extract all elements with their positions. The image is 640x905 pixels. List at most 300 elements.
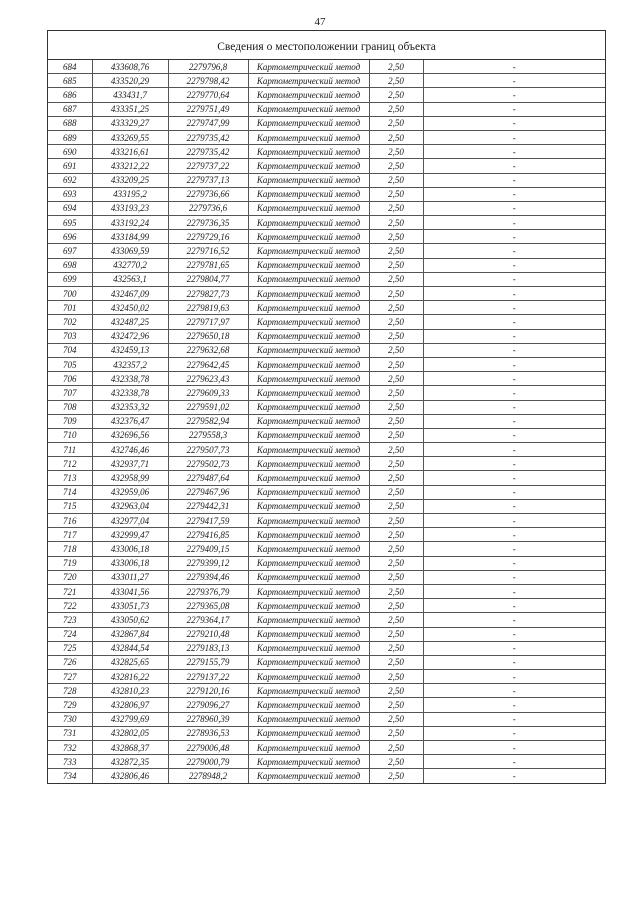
x-coordinate-cell: 433011,27 [92,570,168,584]
point-number-cell: 733 [48,755,92,769]
x-coordinate-cell: 432937,71 [92,457,168,471]
table-caption: Сведения о местоположении границ объекта [48,31,605,60]
y-coordinate-cell: 2279507,73 [168,443,248,457]
point-number-cell: 723 [48,613,92,627]
x-coordinate-cell: 433050,62 [92,613,168,627]
method-cell: Картометрический метод [248,173,369,187]
point-number-cell: 726 [48,655,92,669]
table-row [48,272,605,286]
table-row [48,60,605,74]
x-coordinate-cell: 432872,35 [92,755,168,769]
y-coordinate-cell: 2279642,45 [168,357,248,371]
method-cell: Картометрический метод [248,655,369,669]
accuracy-cell: 2,50 [369,570,423,584]
table-body [48,60,605,783]
y-coordinate-cell: 2279364,17 [168,613,248,627]
point-number-cell: 718 [48,542,92,556]
accuracy-cell: 2,50 [369,655,423,669]
y-coordinate-cell: 2279804,77 [168,272,248,286]
description-cell: - [423,499,605,513]
y-coordinate-cell: 2279747,99 [168,116,248,130]
method-cell: Картометрический метод [248,244,369,258]
point-number-cell: 706 [48,372,92,386]
table-row [48,315,605,329]
description-cell: - [423,258,605,272]
table-row [48,329,605,343]
accuracy-cell: 2,50 [369,74,423,88]
x-coordinate-cell: 432746,46 [92,443,168,457]
method-cell: Картометрический метод [248,272,369,286]
y-coordinate-cell: 2279735,42 [168,145,248,159]
method-cell: Картометрический метод [248,698,369,712]
x-coordinate-cell: 433608,76 [92,60,168,74]
y-coordinate-cell: 2279827,73 [168,287,248,301]
point-number-cell: 728 [48,684,92,698]
description-cell: - [423,301,605,315]
x-coordinate-cell: 432472,96 [92,329,168,343]
point-number-cell: 725 [48,641,92,655]
table-row [48,301,605,315]
accuracy-cell: 2,50 [369,372,423,386]
method-cell: Картометрический метод [248,159,369,173]
point-number-cell: 717 [48,528,92,542]
y-coordinate-cell: 2279736,6 [168,201,248,215]
y-coordinate-cell: 2279467,96 [168,485,248,499]
point-number-cell: 702 [48,315,92,329]
table-row [48,258,605,272]
method-cell: Картометрический метод [248,287,369,301]
accuracy-cell: 2,50 [369,741,423,755]
accuracy-cell: 2,50 [369,755,423,769]
y-coordinate-cell: 2279006,48 [168,741,248,755]
x-coordinate-cell: 433195,2 [92,187,168,201]
point-number-cell: 701 [48,301,92,315]
method-cell: Картометрический метод [248,102,369,116]
y-coordinate-cell: 2279735,42 [168,130,248,144]
table-row [48,570,605,584]
table-row [48,159,605,173]
point-number-cell: 704 [48,343,92,357]
table-row [48,641,605,655]
description-cell: - [423,130,605,144]
point-number-cell: 715 [48,499,92,513]
method-cell: Картометрический метод [248,457,369,471]
table-row [48,130,605,144]
method-cell: Картометрический метод [248,343,369,357]
method-cell: Картометрический метод [248,542,369,556]
x-coordinate-cell: 433184,99 [92,230,168,244]
y-coordinate-cell: 2279609,33 [168,386,248,400]
y-coordinate-cell: 2279137,22 [168,670,248,684]
method-cell: Картометрический метод [248,712,369,726]
accuracy-cell: 2,50 [369,428,423,442]
description-cell: - [423,613,605,627]
accuracy-cell: 2,50 [369,102,423,116]
table-row [48,755,605,769]
table-row [48,769,605,783]
x-coordinate-cell: 432806,46 [92,769,168,783]
description-cell: - [423,570,605,584]
y-coordinate-cell: 2279591,02 [168,400,248,414]
method-cell: Картометрический метод [248,230,369,244]
x-coordinate-cell: 432816,22 [92,670,168,684]
point-number-cell: 690 [48,145,92,159]
description-cell: - [423,400,605,414]
y-coordinate-cell: 2279487,64 [168,471,248,485]
coordinates-table [48,60,605,783]
accuracy-cell: 2,50 [369,216,423,230]
x-coordinate-cell: 432799,69 [92,712,168,726]
description-cell: - [423,514,605,528]
description-cell: - [423,485,605,499]
table-row [48,684,605,698]
point-number-cell: 731 [48,726,92,740]
description-cell: - [423,60,605,74]
accuracy-cell: 2,50 [369,116,423,130]
point-number-cell: 687 [48,102,92,116]
point-number-cell: 713 [48,471,92,485]
method-cell: Картометрический метод [248,116,369,130]
method-cell: Картометрический метод [248,60,369,74]
x-coordinate-cell: 433269,55 [92,130,168,144]
accuracy-cell: 2,50 [369,599,423,613]
method-cell: Картометрический метод [248,528,369,542]
page-number: 47 [314,16,326,28]
y-coordinate-cell: 2279623,43 [168,372,248,386]
method-cell: Картометрический метод [248,443,369,457]
x-coordinate-cell: 432810,23 [92,684,168,698]
x-coordinate-cell: 433069,59 [92,244,168,258]
x-coordinate-cell: 432450,02 [92,301,168,315]
y-coordinate-cell: 2278948,2 [168,769,248,783]
y-coordinate-cell: 2279416,85 [168,528,248,542]
table-row [48,116,605,130]
method-cell: Картометрический метод [248,329,369,343]
method-cell: Картометрический метод [248,755,369,769]
method-cell: Картометрический метод [248,145,369,159]
description-cell: - [423,230,605,244]
accuracy-cell: 2,50 [369,301,423,315]
description-cell: - [423,244,605,258]
point-number-cell: 722 [48,599,92,613]
method-cell: Картометрический метод [248,599,369,613]
x-coordinate-cell: 432770,2 [92,258,168,272]
description-cell: - [423,698,605,712]
description-cell: - [423,159,605,173]
x-coordinate-cell: 432963,04 [92,499,168,513]
accuracy-cell: 2,50 [369,627,423,641]
x-coordinate-cell: 432353,32 [92,400,168,414]
table-row [48,485,605,499]
method-cell: Картометрический метод [248,301,369,315]
x-coordinate-cell: 433051,73 [92,599,168,613]
coordinates-table-frame [47,30,606,784]
x-coordinate-cell: 432959,06 [92,485,168,499]
method-cell: Картометрический метод [248,258,369,272]
y-coordinate-cell: 2279582,94 [168,414,248,428]
table-row [48,187,605,201]
accuracy-cell: 2,50 [369,244,423,258]
accuracy-cell: 2,50 [369,145,423,159]
table-row [48,457,605,471]
description-cell: - [423,443,605,457]
description-cell: - [423,755,605,769]
accuracy-cell: 2,50 [369,386,423,400]
accuracy-cell: 2,50 [369,684,423,698]
y-coordinate-cell: 2279798,42 [168,74,248,88]
method-cell: Картометрический метод [248,769,369,783]
x-coordinate-cell: 433006,18 [92,542,168,556]
table-row [48,726,605,740]
description-cell: - [423,315,605,329]
point-number-cell: 700 [48,287,92,301]
description-cell: - [423,272,605,286]
accuracy-cell: 2,50 [369,726,423,740]
table-row [48,428,605,442]
method-cell: Картометрический метод [248,627,369,641]
accuracy-cell: 2,50 [369,60,423,74]
description-cell: - [423,343,605,357]
method-cell: Картометрический метод [248,216,369,230]
accuracy-cell: 2,50 [369,230,423,244]
accuracy-cell: 2,50 [369,187,423,201]
x-coordinate-cell: 432338,78 [92,386,168,400]
method-cell: Картометрический метод [248,570,369,584]
y-coordinate-cell: 2279717,97 [168,315,248,329]
table-row [48,102,605,116]
point-number-cell: 711 [48,443,92,457]
table-row [48,88,605,102]
x-coordinate-cell: 432459,13 [92,343,168,357]
accuracy-cell: 2,50 [369,613,423,627]
method-cell: Картометрический метод [248,187,369,201]
method-cell: Картометрический метод [248,372,369,386]
description-cell: - [423,386,605,400]
y-coordinate-cell: 2279736,35 [168,216,248,230]
y-coordinate-cell: 2279819,63 [168,301,248,315]
point-number-cell: 724 [48,627,92,641]
method-cell: Картометрический метод [248,584,369,598]
accuracy-cell: 2,50 [369,329,423,343]
table-row [48,201,605,215]
accuracy-cell: 2,50 [369,88,423,102]
point-number-cell: 684 [48,60,92,74]
description-cell: - [423,88,605,102]
y-coordinate-cell: 2279796,8 [168,60,248,74]
description-cell: - [423,556,605,570]
method-cell: Картометрический метод [248,613,369,627]
method-cell: Картометрический метод [248,670,369,684]
point-number-cell: 716 [48,514,92,528]
y-coordinate-cell: 2279120,16 [168,684,248,698]
y-coordinate-cell: 2279096,27 [168,698,248,712]
point-number-cell: 732 [48,741,92,755]
table-row [48,216,605,230]
description-cell: - [423,372,605,386]
table-row [48,386,605,400]
description-cell: - [423,741,605,755]
y-coordinate-cell: 2279365,08 [168,599,248,613]
x-coordinate-cell: 432802,05 [92,726,168,740]
accuracy-cell: 2,50 [369,173,423,187]
x-coordinate-cell: 432563,1 [92,272,168,286]
x-coordinate-cell: 432977,04 [92,514,168,528]
x-coordinate-cell: 432958,99 [92,471,168,485]
y-coordinate-cell: 2279417,59 [168,514,248,528]
accuracy-cell: 2,50 [369,698,423,712]
table-row [48,357,605,371]
description-cell: - [423,528,605,542]
x-coordinate-cell: 432376,47 [92,414,168,428]
method-cell: Картометрический метод [248,74,369,88]
method-cell: Картометрический метод [248,130,369,144]
point-number-cell: 695 [48,216,92,230]
point-number-cell: 691 [48,159,92,173]
accuracy-cell: 2,50 [369,315,423,329]
method-cell: Картометрический метод [248,400,369,414]
x-coordinate-cell: 432357,2 [92,357,168,371]
method-cell: Картометрический метод [248,741,369,755]
y-coordinate-cell: 2279558,3 [168,428,248,442]
accuracy-cell: 2,50 [369,287,423,301]
description-cell: - [423,414,605,428]
method-cell: Картометрический метод [248,641,369,655]
x-coordinate-cell: 433520,29 [92,74,168,88]
y-coordinate-cell: 2279729,16 [168,230,248,244]
x-coordinate-cell: 432487,25 [92,315,168,329]
description-cell: - [423,542,605,556]
accuracy-cell: 2,50 [369,357,423,371]
x-coordinate-cell: 432999,47 [92,528,168,542]
description-cell: - [423,329,605,343]
y-coordinate-cell: 2279394,46 [168,570,248,584]
point-number-cell: 689 [48,130,92,144]
point-number-cell: 712 [48,457,92,471]
accuracy-cell: 2,50 [369,556,423,570]
x-coordinate-cell: 433006,18 [92,556,168,570]
y-coordinate-cell: 2279183,13 [168,641,248,655]
y-coordinate-cell: 2279155,79 [168,655,248,669]
accuracy-cell: 2,50 [369,641,423,655]
description-cell: - [423,201,605,215]
description-cell: - [423,145,605,159]
point-number-cell: 699 [48,272,92,286]
accuracy-cell: 2,50 [369,201,423,215]
description-cell: - [423,74,605,88]
description-cell: - [423,641,605,655]
point-number-cell: 719 [48,556,92,570]
table-row [48,599,605,613]
table-row [48,655,605,669]
method-cell: Картометрический метод [248,414,369,428]
point-number-cell: 698 [48,258,92,272]
table-row [48,514,605,528]
description-cell: - [423,457,605,471]
point-number-cell: 686 [48,88,92,102]
method-cell: Картометрический метод [248,88,369,102]
y-coordinate-cell: 2279210,48 [168,627,248,641]
description-cell: - [423,655,605,669]
accuracy-cell: 2,50 [369,485,423,499]
method-cell: Картометрический метод [248,499,369,513]
description-cell: - [423,187,605,201]
method-cell: Картометрический метод [248,684,369,698]
description-cell: - [423,428,605,442]
description-cell: - [423,684,605,698]
x-coordinate-cell: 432825,65 [92,655,168,669]
table-row [48,244,605,258]
accuracy-cell: 2,50 [369,443,423,457]
method-cell: Картометрический метод [248,726,369,740]
point-number-cell: 693 [48,187,92,201]
point-number-cell: 721 [48,584,92,598]
y-coordinate-cell: 2278960,39 [168,712,248,726]
method-cell: Картометрический метод [248,556,369,570]
x-coordinate-cell: 433212,22 [92,159,168,173]
accuracy-cell: 2,50 [369,272,423,286]
accuracy-cell: 2,50 [369,670,423,684]
point-number-cell: 688 [48,116,92,130]
y-coordinate-cell: 2279376,79 [168,584,248,598]
method-cell: Картометрический метод [248,315,369,329]
description-cell: - [423,584,605,598]
method-cell: Картометрический метод [248,386,369,400]
table-row [48,443,605,457]
accuracy-cell: 2,50 [369,400,423,414]
description-cell: - [423,471,605,485]
table-row [48,741,605,755]
accuracy-cell: 2,50 [369,414,423,428]
table-row [48,542,605,556]
table-row [48,173,605,187]
description-cell: - [423,216,605,230]
accuracy-cell: 2,50 [369,457,423,471]
accuracy-cell: 2,50 [369,471,423,485]
accuracy-cell: 2,50 [369,584,423,598]
description-cell: - [423,627,605,641]
y-coordinate-cell: 2279736,66 [168,187,248,201]
table-row [48,584,605,598]
table-row [48,400,605,414]
description-cell: - [423,726,605,740]
y-coordinate-cell: 2279399,12 [168,556,248,570]
y-coordinate-cell: 2279781,65 [168,258,248,272]
table-row [48,145,605,159]
y-coordinate-cell: 2279737,22 [168,159,248,173]
point-number-cell: 705 [48,357,92,371]
y-coordinate-cell: 2279409,15 [168,542,248,556]
table-row [48,499,605,513]
x-coordinate-cell: 433431,7 [92,88,168,102]
table-row [48,613,605,627]
x-coordinate-cell: 433192,24 [92,216,168,230]
table-row [48,627,605,641]
method-cell: Картометрический метод [248,428,369,442]
point-number-cell: 685 [48,74,92,88]
x-coordinate-cell: 432868,37 [92,741,168,755]
point-number-cell: 692 [48,173,92,187]
y-coordinate-cell: 2279000,79 [168,755,248,769]
x-coordinate-cell: 432696,56 [92,428,168,442]
table-row [48,528,605,542]
point-number-cell: 729 [48,698,92,712]
x-coordinate-cell: 433216,61 [92,145,168,159]
point-number-cell: 708 [48,400,92,414]
point-number-cell: 734 [48,769,92,783]
accuracy-cell: 2,50 [369,514,423,528]
y-coordinate-cell: 2279442,31 [168,499,248,513]
accuracy-cell: 2,50 [369,528,423,542]
